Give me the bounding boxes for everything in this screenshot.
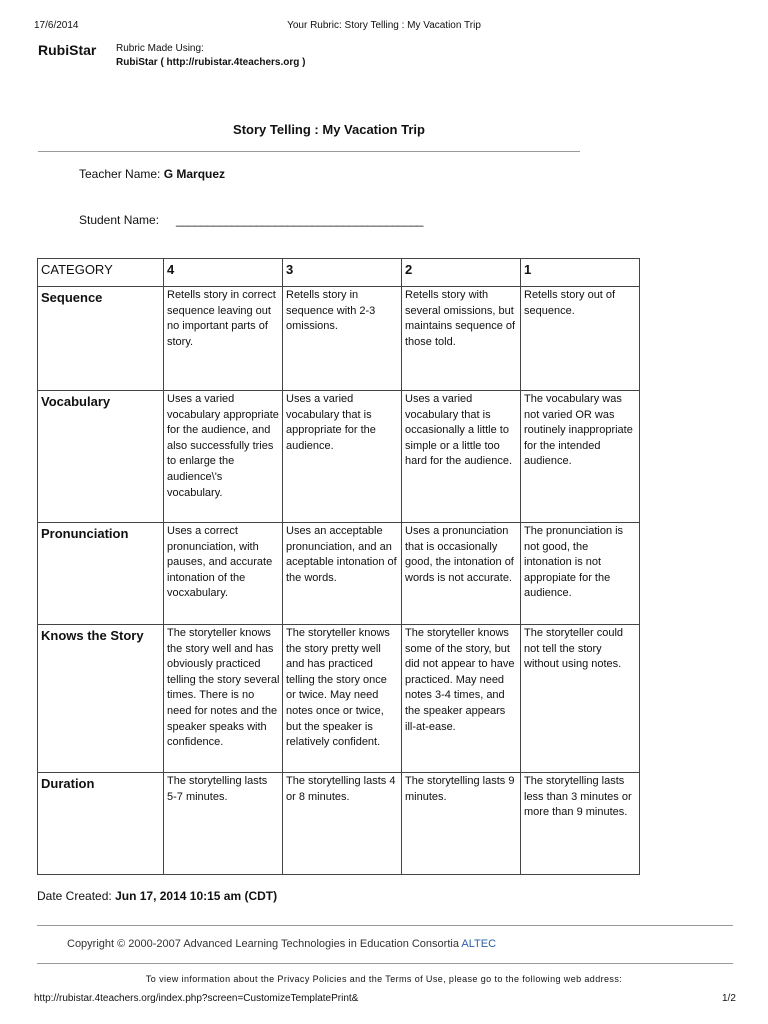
date-created-row [37,889,277,903]
category-cell: Vocabulary [38,391,164,523]
header-score-3: 3 [283,259,402,287]
print-header-title: Your Rubric: Story Telling : My Vacation Trip [287,20,481,31]
altec-link[interactable]: ALTEC [461,938,497,950]
document-title: Story Telling : My Vacation Trip [233,122,425,137]
print-date: 17/6/2014 [34,20,79,31]
criterion-cell: The storytelling lasts 9 minutes. [402,773,521,875]
table-row [38,523,640,625]
table-row [38,287,640,391]
criterion-cell: Uses a correct pronunciation, with pauses, and accurate intonation of the vocxabulary. [164,523,283,625]
header-score-4: 4 [164,259,283,287]
criterion-cell: Uses a pronunciation that is occasionally good, the intonation of words is not accurate. [402,523,521,625]
category-cell: Sequence [38,287,164,391]
criterion-cell: The storytelling lasts less than 3 minutes or more than 9 minutes. [521,773,640,875]
copyright-notice [67,938,496,950]
rubric-table [37,258,640,875]
criterion-cell: The storyteller could not tell the story without using notes. [521,625,640,773]
criterion-cell: The storyteller knows the story well and has obviously practiced telling the story several times. There is no need for notes and the speaker speaks with confidence. [164,625,283,773]
criterion-cell: The vocabulary was not varied OR was routinely inappropriate for the intended audience. [521,391,640,523]
made-using-value: RubiStar ( http://rubistar.4teachers.org ) [116,57,306,68]
student-name-blank: ________________________________________ [176,213,423,227]
title-divider [38,151,580,152]
teacher-name-row [79,167,225,181]
criterion-cell: Uses a varied vocabulary that is appropriate for the audience. [283,391,402,523]
criterion-cell: The storytelling lasts 5-7 minutes. [164,773,283,875]
criterion-cell: Uses a varied vocabulary appropriate for the audience, and also successfully tries to enlarge the audience\'s vocabulary. [164,391,283,523]
category-cell: Pronunciation [38,523,164,625]
criterion-cell: The storyteller knows the story pretty well and has practiced telling the story once or twice. May need notes once or twice, but the speaker is relatively confident. [283,625,402,773]
privacy-notice: To view information about the Privacy Policies and the Terms of Use, please go to the following web address: [145,974,623,984]
date-created-value: Jun 17, 2014 10:15 am (CDT) [115,889,278,903]
criterion-cell: Retells story in correct sequence leaving out no important parts of story. [164,287,283,391]
made-using-block [116,42,305,70]
copyright-text: Copyright © 2000-2007 Advanced Learning Technologies in Education Consortia [67,938,459,950]
criterion-cell: The pronunciation is not good, the intonation is not appropiate for the audience. [521,523,640,625]
table-row [38,773,640,875]
date-created-label: Date Created: [37,889,112,903]
page-number: 1/2 [722,993,736,1004]
criterion-cell: Uses an acceptable pronunciation, and an aceptable intonation of the words. [283,523,402,625]
teacher-name-value: G Marquez [163,167,226,181]
brand-name: RubiStar [38,42,97,58]
teacher-name-label: Teacher Name: [79,167,161,181]
header-category: CATEGORY [38,259,164,287]
category-cell: Knows the Story [38,625,164,773]
footer-divider-top [37,925,733,926]
print-url: http://rubistar.4teachers.org/index.php?screen=CustomizeTemplatePrint& [34,993,359,1004]
table-row [38,625,640,773]
criterion-cell: Retells story in sequence with 2-3 omissions. [283,287,402,391]
criterion-cell: Retells story with several omissions, but maintains sequence of those told. [402,287,521,391]
footer-divider-bottom [37,963,733,964]
criterion-cell: The storyteller knows some of the story, but did not appear to have practiced. May need notes 3-4 times, and the speaker appears ill-at-ease. [402,625,521,773]
criterion-cell: The storytelling lasts 4 or 8 minutes. [283,773,402,875]
criterion-cell: Retells story out of sequence. [521,287,640,391]
category-cell: Duration [38,773,164,875]
header-score-1: 1 [521,259,640,287]
rubric-header-row [38,259,640,287]
made-using-label: Rubric Made Using: [116,43,204,54]
student-name-label: Student Name: [79,213,160,227]
header-score-2: 2 [402,259,521,287]
criterion-cell: Uses a varied vocabulary that is occasionally a little to simple or a little too hard for the audience. [402,391,521,523]
table-row [38,391,640,523]
